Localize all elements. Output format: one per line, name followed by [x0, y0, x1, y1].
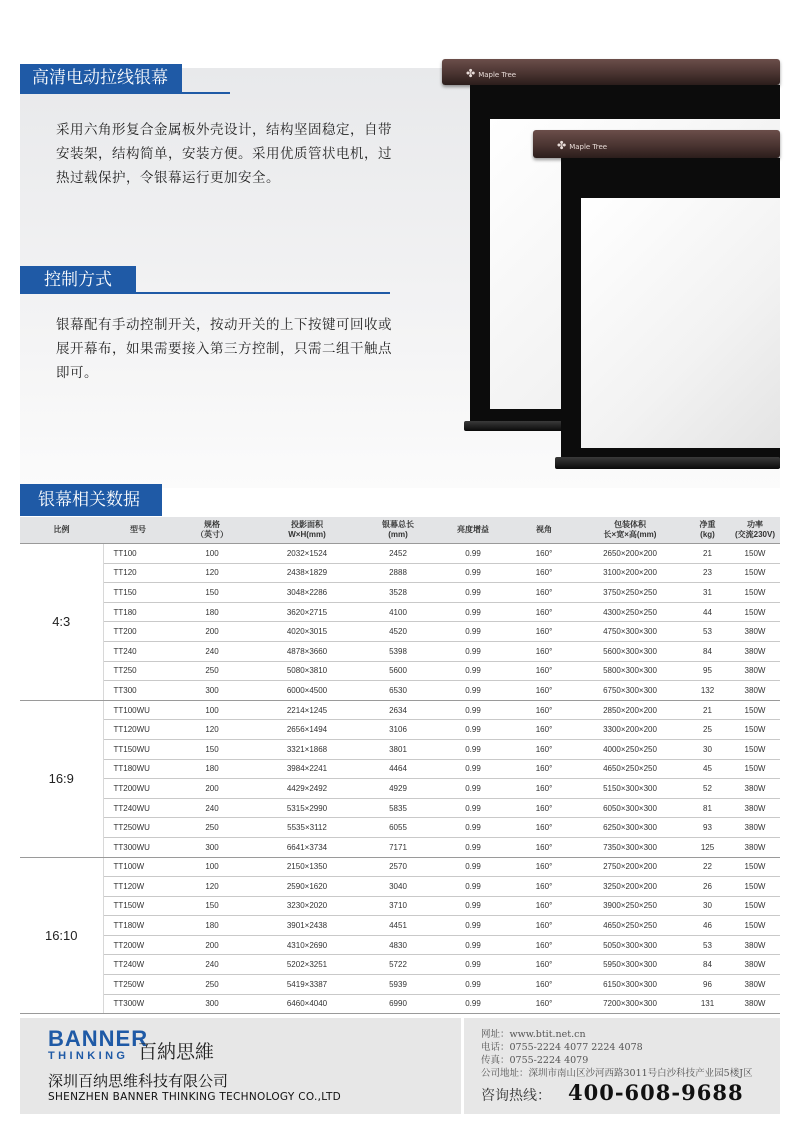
- table-row: [20, 955, 780, 975]
- table-cell: 5419×3387: [251, 975, 363, 995]
- header-length: 银幕总长 (mm): [363, 517, 433, 544]
- table-cell: 5950×300×300: [575, 955, 685, 975]
- table-cell: TT240W: [103, 955, 173, 975]
- table-cell: 160°: [513, 720, 575, 740]
- table-cell: 2590×1620: [251, 877, 363, 897]
- table-cell: 6000×4500: [251, 681, 363, 701]
- table-cell: 120: [173, 877, 251, 897]
- table-cell: 7171: [363, 837, 433, 857]
- table-cell: 160°: [513, 896, 575, 916]
- table-cell: 5202×3251: [251, 955, 363, 975]
- brand-text: Maple Tree: [478, 71, 517, 79]
- section-title-control: 控制方式: [20, 266, 136, 294]
- table-cell: 4020×3015: [251, 622, 363, 642]
- table-cell: 53: [685, 935, 730, 955]
- table-cell: 0.99: [433, 798, 513, 818]
- table-cell: 5535×3112: [251, 818, 363, 838]
- screen-front: [533, 130, 780, 475]
- table-row: [20, 994, 780, 1014]
- table-cell: 7350×300×300: [575, 837, 685, 857]
- table-cell: 160°: [513, 837, 575, 857]
- table-cell: 0.99: [433, 935, 513, 955]
- table-cell: 84: [685, 955, 730, 975]
- table-cell: TT120: [103, 563, 173, 583]
- table-cell: 240: [173, 798, 251, 818]
- table-cell: 3984×2241: [251, 759, 363, 779]
- table-cell: 3106: [363, 720, 433, 740]
- table-cell: TT250WU: [103, 818, 173, 838]
- table-cell: 160°: [513, 563, 575, 583]
- table-cell: 5835: [363, 798, 433, 818]
- table-cell: 2150×1350: [251, 857, 363, 877]
- table-cell: 4451: [363, 916, 433, 936]
- table-cell: 150W: [730, 759, 780, 779]
- hd-screen-description: 采用六角形复合金属板外壳设计，结构坚固稳定，自带安装架，结构简单，安装方便。采用优质管状电机，过热过载保护，令银幕运行更加安全。: [56, 122, 392, 186]
- logo-thinking-text: THINKING: [48, 1050, 129, 1062]
- table-cell: 160°: [513, 935, 575, 955]
- table-cell: 52: [685, 779, 730, 799]
- logo-chinese-name: 百納思維: [138, 1041, 215, 1063]
- table-cell: 0.99: [433, 779, 513, 799]
- table-cell: 2634: [363, 700, 433, 720]
- ratio-cell: 16:9: [20, 700, 103, 857]
- table-cell: 120: [173, 720, 251, 740]
- table-cell: 2888: [363, 563, 433, 583]
- fax: 传真：0755-2224 4079: [481, 1055, 589, 1066]
- table-cell: 300: [173, 837, 251, 857]
- table-cell: 380W: [730, 681, 780, 701]
- table-cell: 22: [685, 857, 730, 877]
- table-cell: 150W: [730, 877, 780, 897]
- table-cell: TT250W: [103, 975, 173, 995]
- table-cell: 3901×2438: [251, 916, 363, 936]
- table-cell: 30: [685, 739, 730, 759]
- table-cell: 2750×200×200: [575, 857, 685, 877]
- table-row: [20, 935, 780, 955]
- table-cell: 200: [173, 622, 251, 642]
- table-row: [20, 779, 780, 799]
- brand-text: Maple Tree: [569, 143, 608, 151]
- table-cell: 240: [173, 955, 251, 975]
- table-cell: 250: [173, 975, 251, 995]
- table-cell: 150W: [730, 563, 780, 583]
- table-cell: 0.99: [433, 583, 513, 603]
- table-cell: 5722: [363, 955, 433, 975]
- header-ratio: 比例: [20, 517, 103, 544]
- table-cell: 380W: [730, 994, 780, 1014]
- table-cell: 2850×200×200: [575, 700, 685, 720]
- table-cell: 53: [685, 622, 730, 642]
- table-cell: 0.99: [433, 720, 513, 740]
- header-weight: 净重 (kg): [685, 517, 730, 544]
- table-cell: 160°: [513, 916, 575, 936]
- table-cell: 3801: [363, 739, 433, 759]
- table-row: [20, 837, 780, 857]
- table-cell: 180: [173, 602, 251, 622]
- table-cell: 3250×200×200: [575, 877, 685, 897]
- table-cell: 25: [685, 720, 730, 740]
- table-cell: 5398: [363, 641, 433, 661]
- table-cell: TT100WU: [103, 700, 173, 720]
- table-cell: 6990: [363, 994, 433, 1014]
- table-row: [20, 720, 780, 740]
- table-cell: 5800×300×300: [575, 661, 685, 681]
- table-cell: TT200: [103, 622, 173, 642]
- table-cell: 200: [173, 779, 251, 799]
- table-cell: 100: [173, 857, 251, 877]
- table-cell: 26: [685, 877, 730, 897]
- section-underline: [20, 92, 230, 94]
- table-cell: 0.99: [433, 877, 513, 897]
- table-cell: 4300×250×250: [575, 602, 685, 622]
- table-cell: TT300W: [103, 994, 173, 1014]
- table-cell: 95: [685, 661, 730, 681]
- header-model: 型号: [103, 517, 173, 544]
- table-cell: 0.99: [433, 975, 513, 995]
- table-cell: 380W: [730, 955, 780, 975]
- table-cell: TT180: [103, 602, 173, 622]
- table-cell: 125: [685, 837, 730, 857]
- table-cell: 4000×250×250: [575, 739, 685, 759]
- table-cell: 0.99: [433, 955, 513, 975]
- hotline-number: 400-608-9688: [568, 1080, 744, 1105]
- table-cell: TT120WU: [103, 720, 173, 740]
- table-row: [20, 916, 780, 936]
- table-cell: 3620×2715: [251, 602, 363, 622]
- table-cell: 96: [685, 975, 730, 995]
- table-cell: 4878×3660: [251, 641, 363, 661]
- table-row: [20, 759, 780, 779]
- table-cell: TT240: [103, 641, 173, 661]
- table-cell: TT180WU: [103, 759, 173, 779]
- table-row: [20, 583, 780, 603]
- table-cell: 160°: [513, 798, 575, 818]
- table-cell: TT150WU: [103, 739, 173, 759]
- table-cell: 300: [173, 681, 251, 701]
- maple-leaf-icon: ✤: [466, 67, 476, 80]
- table-cell: 380W: [730, 935, 780, 955]
- table-row: [20, 700, 780, 720]
- table-cell: 6050×300×300: [575, 798, 685, 818]
- table-cell: 2656×1494: [251, 720, 363, 740]
- table-cell: 180: [173, 759, 251, 779]
- table-row: [20, 739, 780, 759]
- table-cell: 3750×250×250: [575, 583, 685, 603]
- screen-fabric: [581, 198, 780, 448]
- table-cell: TT150: [103, 583, 173, 603]
- table-cell: TT120W: [103, 877, 173, 897]
- table-cell: 5939: [363, 975, 433, 995]
- company-name-en: SHENZHEN BANNER THINKING TECHNOLOGY CO.,LTD: [48, 1091, 342, 1103]
- table-cell: 3321×1868: [251, 739, 363, 759]
- header-spec: 规格 （英寸）: [173, 517, 251, 544]
- table-cell: 6250×300×300: [575, 818, 685, 838]
- table-cell: 150W: [730, 857, 780, 877]
- table-cell: 150W: [730, 700, 780, 720]
- table-cell: 5600×300×300: [575, 641, 685, 661]
- table-cell: 150W: [730, 739, 780, 759]
- brand-logo: [557, 139, 607, 152]
- header-power: 功率 (交流230V): [730, 517, 780, 544]
- table-cell: 3300×200×200: [575, 720, 685, 740]
- table-row: [20, 896, 780, 916]
- table-cell: 100: [173, 544, 251, 564]
- table-cell: 160°: [513, 661, 575, 681]
- table-cell: 2650×200×200: [575, 544, 685, 564]
- table-cell: TT240WU: [103, 798, 173, 818]
- table-cell: 3528: [363, 583, 433, 603]
- table-cell: 150W: [730, 720, 780, 740]
- table-cell: 81: [685, 798, 730, 818]
- logo-banner-text: BANNER: [48, 1026, 149, 1051]
- table-cell: 4750×300×300: [575, 622, 685, 642]
- table-row: [20, 798, 780, 818]
- table-cell: TT200W: [103, 935, 173, 955]
- footer: [20, 1018, 780, 1114]
- table-cell: 0.99: [433, 622, 513, 642]
- table-cell: 0.99: [433, 739, 513, 759]
- table-cell: 2438×1829: [251, 563, 363, 583]
- header-gain: 亮度增益: [433, 517, 513, 544]
- table-cell: 0.99: [433, 857, 513, 877]
- table-cell: 4650×250×250: [575, 759, 685, 779]
- table-cell: 150W: [730, 896, 780, 916]
- table-cell: 3230×2020: [251, 896, 363, 916]
- table-cell: 150: [173, 739, 251, 759]
- table-cell: 4650×250×250: [575, 916, 685, 936]
- table-cell: 160°: [513, 955, 575, 975]
- ratio-cell: 16:10: [20, 857, 103, 1014]
- table-cell: TT300: [103, 681, 173, 701]
- table-cell: 6150×300×300: [575, 975, 685, 995]
- table-cell: 4830: [363, 935, 433, 955]
- table-cell: 30: [685, 896, 730, 916]
- table-cell: 4929: [363, 779, 433, 799]
- table-cell: 4520: [363, 622, 433, 642]
- table-cell: 160°: [513, 700, 575, 720]
- table-cell: 2570: [363, 857, 433, 877]
- table-cell: 250: [173, 661, 251, 681]
- website: 网址：www.btit.net.cn: [481, 1029, 586, 1040]
- table-cell: 4429×2492: [251, 779, 363, 799]
- table-row: [20, 661, 780, 681]
- table-cell: 160°: [513, 818, 575, 838]
- table-cell: 0.99: [433, 563, 513, 583]
- table-cell: 150W: [730, 583, 780, 603]
- spec-table: [20, 517, 780, 1014]
- table-cell: 3710: [363, 896, 433, 916]
- table-cell: 6530: [363, 681, 433, 701]
- table-cell: 0.99: [433, 641, 513, 661]
- table-cell: TT300WU: [103, 837, 173, 857]
- table-cell: 4310×2690: [251, 935, 363, 955]
- table-cell: 380W: [730, 837, 780, 857]
- header-area: 投影面积 W×H(mm): [251, 517, 363, 544]
- table-cell: 0.99: [433, 602, 513, 622]
- table-cell: 160°: [513, 583, 575, 603]
- table-row: [20, 975, 780, 995]
- table-cell: 5315×2990: [251, 798, 363, 818]
- table-row: [20, 877, 780, 897]
- table-cell: 160°: [513, 544, 575, 564]
- table-cell: 160°: [513, 759, 575, 779]
- maple-leaf-icon: ✤: [557, 139, 567, 152]
- table-cell: TT200WU: [103, 779, 173, 799]
- table-cell: 5150×300×300: [575, 779, 685, 799]
- table-cell: TT100W: [103, 857, 173, 877]
- company-name-cn: 深圳百纳思维科技有限公司: [48, 1072, 229, 1090]
- table-cell: 46: [685, 916, 730, 936]
- table-cell: 45: [685, 759, 730, 779]
- table-cell: 0.99: [433, 837, 513, 857]
- table-cell: 21: [685, 544, 730, 564]
- table-cell: 160°: [513, 622, 575, 642]
- table-row: [20, 857, 780, 877]
- table-cell: 44: [685, 602, 730, 622]
- table-cell: 6055: [363, 818, 433, 838]
- table-cell: TT150W: [103, 896, 173, 916]
- table-cell: 5600: [363, 661, 433, 681]
- table-cell: 6460×4040: [251, 994, 363, 1014]
- table-cell: 380W: [730, 661, 780, 681]
- screen-housing: [533, 130, 780, 158]
- table-cell: 31: [685, 583, 730, 603]
- table-cell: 160°: [513, 975, 575, 995]
- table-cell: 160°: [513, 857, 575, 877]
- table-row: [20, 622, 780, 642]
- table-row: [20, 544, 780, 564]
- table-cell: 100: [173, 700, 251, 720]
- section-title-data: 银幕相关数据: [20, 484, 162, 516]
- table-cell: 380W: [730, 622, 780, 642]
- table-cell: 160°: [513, 739, 575, 759]
- table-cell: 240: [173, 641, 251, 661]
- table-cell: 300: [173, 994, 251, 1014]
- hotline-label: 咨询热线：: [481, 1088, 551, 1104]
- table-cell: 0.99: [433, 661, 513, 681]
- table-cell: 180: [173, 916, 251, 936]
- table-cell: 160°: [513, 681, 575, 701]
- table-cell: 0.99: [433, 896, 513, 916]
- table-cell: 131: [685, 994, 730, 1014]
- table-row: [20, 563, 780, 583]
- table-row: [20, 681, 780, 701]
- table-cell: 93: [685, 818, 730, 838]
- table-cell: 2032×1524: [251, 544, 363, 564]
- footer-divider: [461, 1018, 464, 1114]
- table-cell: 150: [173, 896, 251, 916]
- table-cell: 7200×300×300: [575, 994, 685, 1014]
- table-cell: 4100: [363, 602, 433, 622]
- table-cell: 0.99: [433, 916, 513, 936]
- table-cell: 160°: [513, 641, 575, 661]
- table-cell: 6641×3734: [251, 837, 363, 857]
- phone: 电话：0755-2224 4077 2224 4078: [481, 1042, 643, 1053]
- section-title-hd-screen: 高清电动拉线银幕: [20, 64, 182, 92]
- table-cell: 23: [685, 563, 730, 583]
- table-cell: 6750×300×300: [575, 681, 685, 701]
- header-pack: 包装体积 长×宽×高(mm): [575, 517, 685, 544]
- table-cell: 3900×250×250: [575, 896, 685, 916]
- table-cell: 3040: [363, 877, 433, 897]
- table-cell: 0.99: [433, 700, 513, 720]
- table-cell: 5080×3810: [251, 661, 363, 681]
- address: 公司地址：深圳市南山区沙河西路3011号白沙科技产业园5楼J区: [481, 1068, 753, 1079]
- screen-bottom-bar: [555, 457, 780, 469]
- table-cell: 5050×300×300: [575, 935, 685, 955]
- ratio-cell: 4:3: [20, 544, 103, 701]
- table-cell: 200: [173, 935, 251, 955]
- table-cell: 160°: [513, 602, 575, 622]
- table-cell: 150W: [730, 544, 780, 564]
- table-cell: 120: [173, 563, 251, 583]
- table-cell: 380W: [730, 818, 780, 838]
- table-cell: 150W: [730, 602, 780, 622]
- table-row: [20, 818, 780, 838]
- table-row: [20, 602, 780, 622]
- table-cell: 0.99: [433, 994, 513, 1014]
- control-description: 银幕配有手动控制开关，按动开关的上下按键可回收或展开幕布，如果需要接入第三方控制，只需二组干触点即可。: [56, 317, 392, 381]
- table-cell: 160°: [513, 994, 575, 1014]
- table-cell: 250: [173, 818, 251, 838]
- table-cell: 2452: [363, 544, 433, 564]
- table-cell: 3100×200×200: [575, 563, 685, 583]
- table-cell: 380W: [730, 779, 780, 799]
- table-cell: 84: [685, 641, 730, 661]
- screen-housing: [442, 59, 780, 85]
- table-row: [20, 641, 780, 661]
- table-body: [20, 544, 780, 1014]
- table-cell: 380W: [730, 798, 780, 818]
- header-angle: 视角: [513, 517, 575, 544]
- table-header-row: [20, 517, 780, 544]
- table-cell: TT100: [103, 544, 173, 564]
- table-cell: 150W: [730, 916, 780, 936]
- table-cell: 160°: [513, 779, 575, 799]
- table-cell: 380W: [730, 975, 780, 995]
- table-cell: 0.99: [433, 759, 513, 779]
- table-cell: 380W: [730, 641, 780, 661]
- table-cell: 0.99: [433, 818, 513, 838]
- table-cell: TT180W: [103, 916, 173, 936]
- table-cell: 4464: [363, 759, 433, 779]
- table-cell: 150: [173, 583, 251, 603]
- section-underline: [20, 292, 390, 294]
- table-cell: 3048×2286: [251, 583, 363, 603]
- table-cell: TT250: [103, 661, 173, 681]
- table-cell: 0.99: [433, 544, 513, 564]
- table-cell: 132: [685, 681, 730, 701]
- table-cell: 0.99: [433, 681, 513, 701]
- table-cell: 160°: [513, 877, 575, 897]
- table-cell: 21: [685, 700, 730, 720]
- brand-logo: [466, 67, 516, 80]
- table-cell: 2214×1245: [251, 700, 363, 720]
